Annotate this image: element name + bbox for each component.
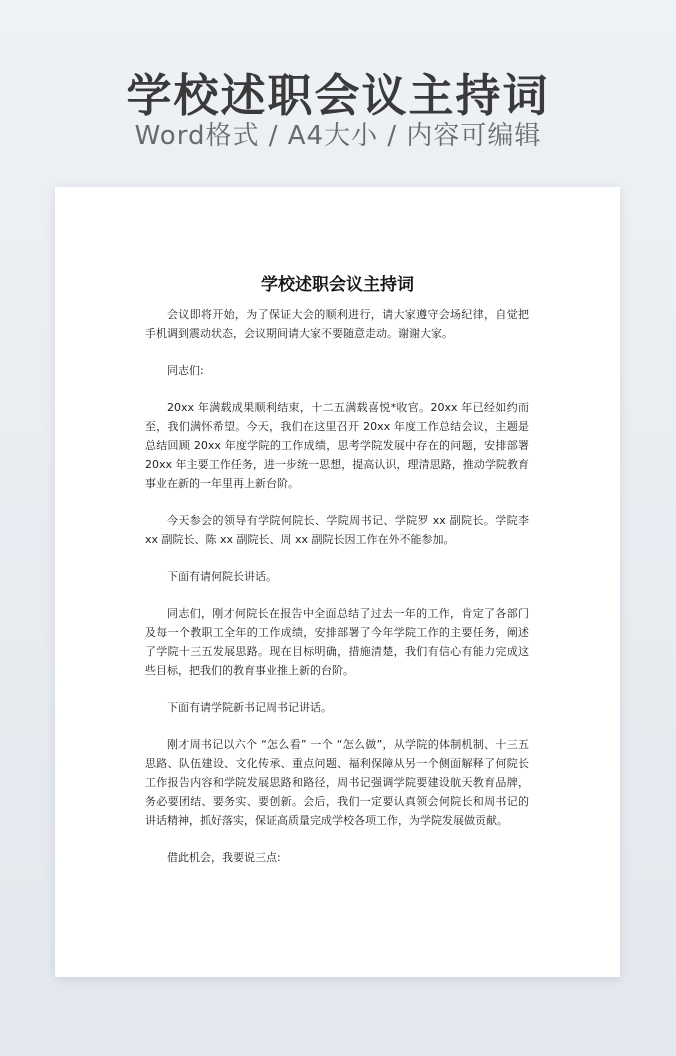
paragraph-year-review: 20xx 年满载成果顺利结束，十二五满载喜悦*收官。20xx 年已经如约而至，我们满怀希望。今天，我们在这里召开 20xx 年度工作总结会议，主题是总结回顾 20xx 年度学院的工作成绩，思考学院发展中存在的问题，安排部署 20xx 年主要工作任务，进一步统一思想，提高认识，理清思路，推动学院教育事业在新的一年里再上新台阶。: [145, 401, 529, 490]
document-body: [145, 305, 529, 885]
paragraph-three-points: 借此机会，我要说三点:: [167, 851, 281, 864]
banner-subtitle: Word格式 / A4大小 / 内容可编辑: [134, 121, 542, 151]
paragraph-invite-secretary: 下面有请学院新书记周书记讲话。: [167, 701, 332, 714]
paragraph-opening: 会议即将开始，为了保证大会的顺利进行，请大家遵守会场纪律，自觉把手机调到震动状态，会议期间请大家不要随意走动。谢谢大家。: [145, 308, 529, 340]
paragraph-salutation: 同志们:: [167, 364, 204, 377]
document-title: 学校述职会议主持词: [261, 275, 414, 295]
paragraph-president-summary: 同志们，刚才何院长在报告中全面总结了过去一年的工作，肯定了各部门及每一个教职工全年的工作成绩，安排部署了今年学院工作的主要任务，阐述了学院十三五发展思路。现在目标明确，措施清楚，我们有信心有能力完成这些目标，把我们的教育事业推上新的台阶。: [145, 607, 529, 677]
banner-title: 学校述职会议主持词: [126, 69, 550, 122]
document-page: [55, 187, 620, 977]
paragraph-invite-president: 下面有请何院长讲话。: [167, 570, 277, 583]
paragraph-secretary-summary: 刚才周书记以六个 “怎么看” 一个 “怎么做”，从学院的体制机制、十三五思路、队伍建设、文化传承、重点问题、福利保障从另一个侧面解释了何院长工作报告内容和学院发展思路和路径，周书记强调学院要建设航天教育品牌，务必要团结、要务实、要创新。会后，我们一定要认真领会何院长和周书记的讲话精神，抓好落实，保证高质量完成学校各项工作，为学院发展做贡献。: [145, 738, 529, 827]
paragraph-attendees: 今天参会的领导有学院何院长、学院周书记、学院罗 xx 副院长。学院李 xx 副院长、陈 xx 副院长、周 xx 副院长因工作在外不能参加。: [145, 514, 529, 546]
